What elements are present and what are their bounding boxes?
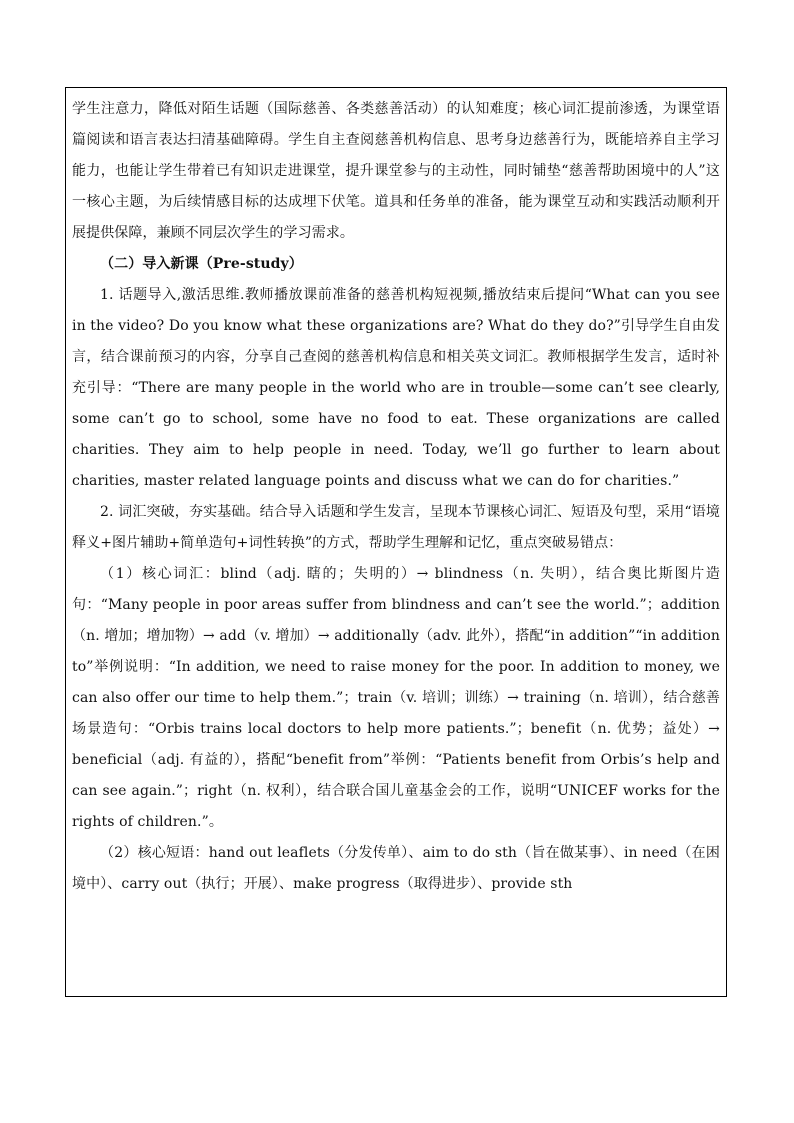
vocabulary-breakthrough-paragraph: 2. 词汇突破，夯实基础。结合导入话题和学生发言，呈现本节课核心词汇、短语及句型，采用“语境释义+图片辅助+简单造句+词性转换”的方式，帮助学生理解和记忆，重点突破易错点： <box>72 504 720 551</box>
core-vocabulary-paragraph: （1）核心词汇：blind（adj. 瞎的；失明的）→ blindness（n. 失明），结合奥比斯图片造句：“Many people in poor areas suffer from blindness and can’t see the world.”；addition（n. 增加；增加物）→ add（v. 增加）→ additionally（adv. 此外），搭配“in addition”“in addition to”举例说明：“In addition, we need to raise money for the poor. In addition to money, we can also offer our time to help them.”；train（v. 培训；训练）→ training（n. 培训），结合慈善场景造句：“Orbis trains local doctors to help more patients.”；benefit（n. 优势；益处）→ beneficial（adj. 有益的），搭配“benefit from”举例：“Patients benefit from Orbis’s help and can see again.”；right（n. 权利），结合联合国儿童基金会的工作，说明“UNICEF works for the rights of children.”。 <box>72 566 721 830</box>
topic-lead-in-paragraph: 1. 话题导入,激活思维.教师播放课前准备的慈善机构短视频,播放结束后提问“What can you see in the video? Do you know what these organizations are? What do they do?”引导学生自由发言，结合课前预习的内容，分享自己查阅的慈善机构信息和相关英文词汇。教师根据学生发言，适时补充引导：“There are many people in the world who are in trouble—some can’t see clearly, some can’t go to school, some have no food to eat. These organizations are called charities. They aim to help people in need. Today, we’ll go further to learn about charities, master related language points and discuss what we can do for charities.” <box>72 287 720 489</box>
table-cell-frame <box>65 87 727 997</box>
section-heading-pre-study: （二）导入新课（Pre-study） <box>100 256 303 272</box>
core-phrases-paragraph: （2）核心短语：hand out leaflets（分发传单）、aim to do sth（旨在做某事）、in need（在困境中）、carry out（执行；开展）、make progress（取得进步）、provide sth <box>72 845 720 892</box>
lesson-plan-body <box>72 94 720 900</box>
preparation-rationale-paragraph: 学生注意力，降低对陌生话题（国际慈善、各类慈善活动）的认知难度；核心词汇提前渗透，为课堂语篇阅读和语言表达扫清基础障碍。学生自主查阅慈善机构信息、思考身边慈善行为，既能培养自主学习能力，也能让学生带着已有知识走进课堂，提升课堂参与的主动性，同时铺垫“慈善帮助困境中的人”这一核心主题，为后续情感目标的达成埋下伏笔。道具和任务单的准备，能为课堂互动和实践活动顺利开展提供保障，兼顾不同层次学生的学习需求。 <box>72 101 720 241</box>
